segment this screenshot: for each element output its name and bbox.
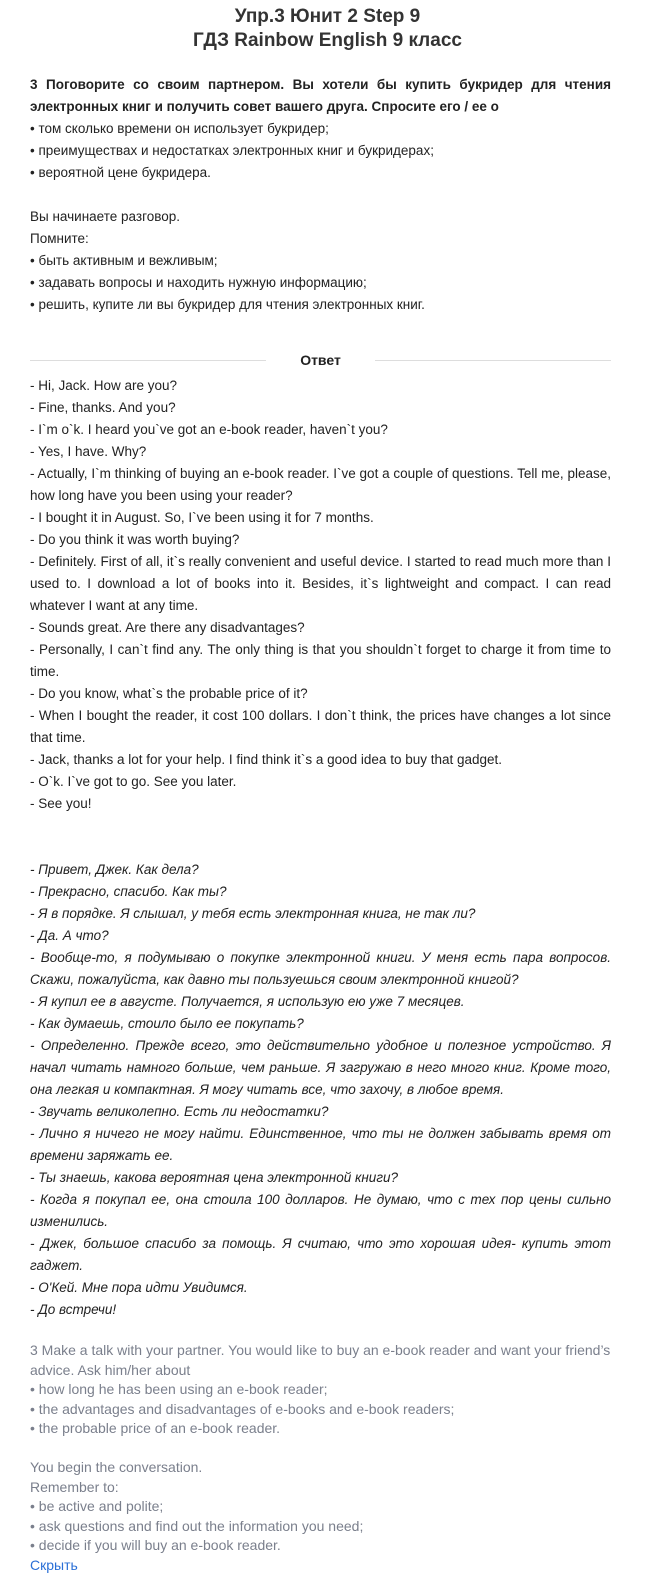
title-line-2: ГДЗ Rainbow English 9 класс [0,29,655,53]
dialogue-line: - Ты знаешь, какова вероятная цена электронной книги? [30,1167,611,1189]
remember-bullet-en: • ask questions and find out the information you need; [30,1517,611,1537]
task-heading-en: 3 Make a talk with your partner. You would like to buy an e-book reader and want your friend’s advice. Ask him/her about [30,1341,611,1380]
dialogue-line: - Звучать великолепно. Есть ли недостатки? [30,1101,611,1123]
task-bullet-en: • how long he has been using an e-book reader; [30,1380,611,1400]
answer-divider [30,349,611,371]
divider-rule-left [30,360,266,361]
remember-bullet-en: • decide if you will buy an e-book reader. [30,1536,611,1556]
remember-bullet: • задавать вопросы и находить нужную информацию; [30,272,611,294]
title-line-1: Упр.3 Юнит 2 Step 9 [0,5,655,29]
dialogue-line: - Actually, I`m thinking of buying an e-book reader. I`ve got a couple of questions. Tell me, please, how long have you been using your reader? [30,463,611,507]
task-start-ru: Вы начинаете разговор. [30,206,611,228]
dialogue-line: - Sounds great. Are there any disadvantages? [30,617,611,639]
task-bullet: • вероятной цене букридера. [30,162,611,184]
task-english [30,1341,611,1575]
task-remember-en: Remember to: [30,1478,611,1498]
task-bullet: • том сколько времени он использует букридер; [30,118,611,140]
hide-link[interactable]: Скрыть [30,1556,78,1575]
dialogue-line: - See you! [30,793,611,815]
dialogue-russian [30,859,611,1321]
task-start-en: You begin the conversation. [30,1458,611,1478]
dialogue-line: - I`m o`k. I heard you`ve got an e-book reader, haven`t you? [30,419,611,441]
task-bullet: • преимуществах и недостатках электронных книг и букридерах; [30,140,611,162]
dialogue-line: - Definitely. First of all, it`s really convenient and useful device. I started to read much more than I used to. I download a lot of books into it. Besides, it`s lightweight and compact. I can read whatever I want at any time. [30,551,611,617]
dialogue-line: - Привет, Джек. Как дела? [30,859,611,881]
dialogue-line: - When I bought the reader, it cost 100 dollars. I don`t think, the prices have changes a lot since that time. [30,705,611,749]
dialogue-english [30,375,611,815]
dialogue-line: - Do you know, what`s the probable price of it? [30,683,611,705]
dialogue-line: - Yes, I have. Why? [30,441,611,463]
task-bullet-en: • the advantages and disadvantages of e-books and e-book readers; [30,1400,611,1420]
dialogue-line: - Определенно. Прежде всего, это действительно удобное и полезное устройство. Я начал читать намного больше, чем раньше. Я загружаю в него много книг. Кроме того, она легкая и компактная. Я могу читать все, что захочу, в любое время. [30,1035,611,1101]
dialogue-line: - Hi, Jack. How are you? [30,375,611,397]
divider-rule-right [375,360,611,361]
dialogue-line: - Да. А что? [30,925,611,947]
answer-label: Ответ [266,352,375,368]
dialogue-line: - Лично я ничего не могу найти. Единственное, что ты не должен забывать время от времени заряжать ее. [30,1123,611,1167]
dialogue-line: - Как думаешь, стоило было ее покупать? [30,1013,611,1035]
main-content [0,74,655,1575]
dialogue-line: - Прекрасно, спасибо. Как ты? [30,881,611,903]
dialogue-line: - Personally, I can`t find any. The only thing is that you shouldn`t forget to charge it from time to time. [30,639,611,683]
dialogue-line: - Я в порядке. Я слышал, у тебя есть электронная книга, не так ли? [30,903,611,925]
remember-bullet-en: • be active and polite; [30,1497,611,1517]
dialogue-line: - Я купил ее в августе. Получается, я использую ею уже 7 месяцев. [30,991,611,1013]
dialogue-line: - Вообще-то, я подумываю о покупке электронной книги. У меня есть пара вопросов. Скажи, пожалуйста, как давно ты пользуешься своим электронной книгой? [30,947,611,991]
remember-bullet: • решить, купите ли вы букридер для чтения электронных книг. [30,294,611,316]
dialogue-line: - Do you think it was worth buying? [30,529,611,551]
dialogue-line: - Jack, thanks a lot for your help. I find think it`s a good idea to buy that gadget. [30,749,611,771]
dialogue-line: - Когда я покупал ее, она стоила 100 долларов. Не думаю, что с тех пор цены сильно изменились. [30,1189,611,1233]
task-remember-ru: Помните: [30,228,611,250]
dialogue-line: - Джек, большое спасибо за помощь. Я считаю, что это хорошая идея- купить этот гаджет. [30,1233,611,1277]
task-heading-ru: 3 Поговорите со своим партнером. Вы хотели бы купить букридер для чтения электронных книг и получить совет вашего друга. Спросите его / ее о [30,74,611,118]
page-title [0,0,655,53]
dialogue-line: - О'Кей. Мне пора идти Увидимся. [30,1277,611,1299]
dialogue-line: - O`k. I`ve got to go. See you later. [30,771,611,793]
dialogue-line: - Fine, thanks. And you? [30,397,611,419]
task-bullet-en: • the probable price of an e-book reader. [30,1419,611,1439]
dialogue-line: - I bought it in August. So, I`ve been using it for 7 months. [30,507,611,529]
dialogue-line: - До встречи! [30,1299,611,1321]
remember-bullet: • быть активным и вежливым; [30,250,611,272]
